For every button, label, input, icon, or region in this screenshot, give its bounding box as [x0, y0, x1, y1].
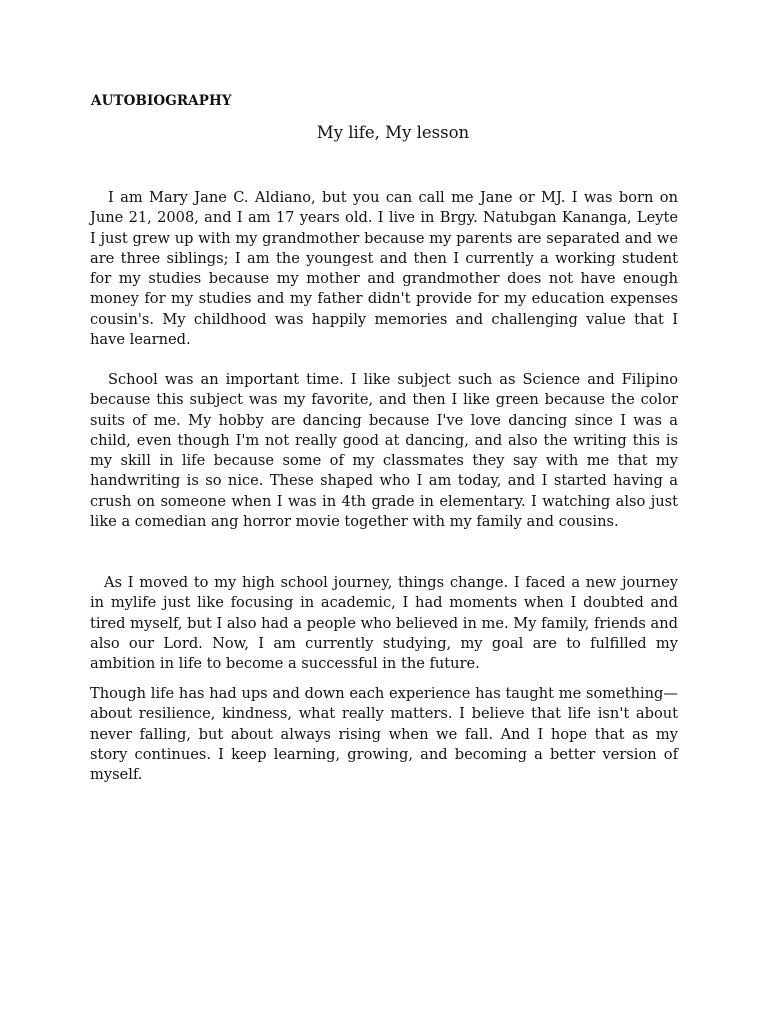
- paragraph-childhood: I am Mary Jane C. Aldiano, but you can call me Jane or MJ. I was born on June 21, 2008, and I am 17 years old. I live in Brgy. Natubgan Kananga, Leyte I just grew up with my grandmother because my parents are separated and we are three siblings; I am the youngest and then I currently a working student for my studies because my mother and grandmother does not have enough money for my studies and my father didn't provide for my education expenses cousin's. My childhood was happily memories and challenging value that I have learned.: [90, 189, 678, 349]
- paragraph-school: School was an important time. I like subject such as Science and Filipino because this subject was my favorite, and then I like green because the color suits of me. My hobby are dancing because I've love dancing since I was a child, even though I'm not really good at dancing, and also the writing this is my skill in life because some of my classmates they say with me that my handwriting is so nice. These shaped who I am today, and I started having a crush on someone when I was in 4th grade in elementary. I watching also just like a comedian ang horror movie together with my family and cousins.: [90, 371, 678, 531]
- paragraph-high-school: As I moved to my high school journey, things change. I faced a new journey in mylife just like focusing in academic, I had moments when I doubted and tired myself, but I also had a people who believed in me. My family, friends and also our Lord. Now, I am currently studying, my goal are to fulfilled my ambition in life to become a successful in the future.: [90, 574, 678, 673]
- document-title: My life, My lesson: [316, 123, 470, 142]
- document-heading: AUTOBIOGRAPHY: [91, 93, 232, 109]
- paragraph-reflection: Though life has had ups and down each experience has taught me something—about resilience, kindness, what really matters. I believe that life isn't about never falling, but about always rising when we fall. And I hope that as my story continues. I keep learning, growing, and becoming a better version of myself.: [90, 685, 678, 784]
